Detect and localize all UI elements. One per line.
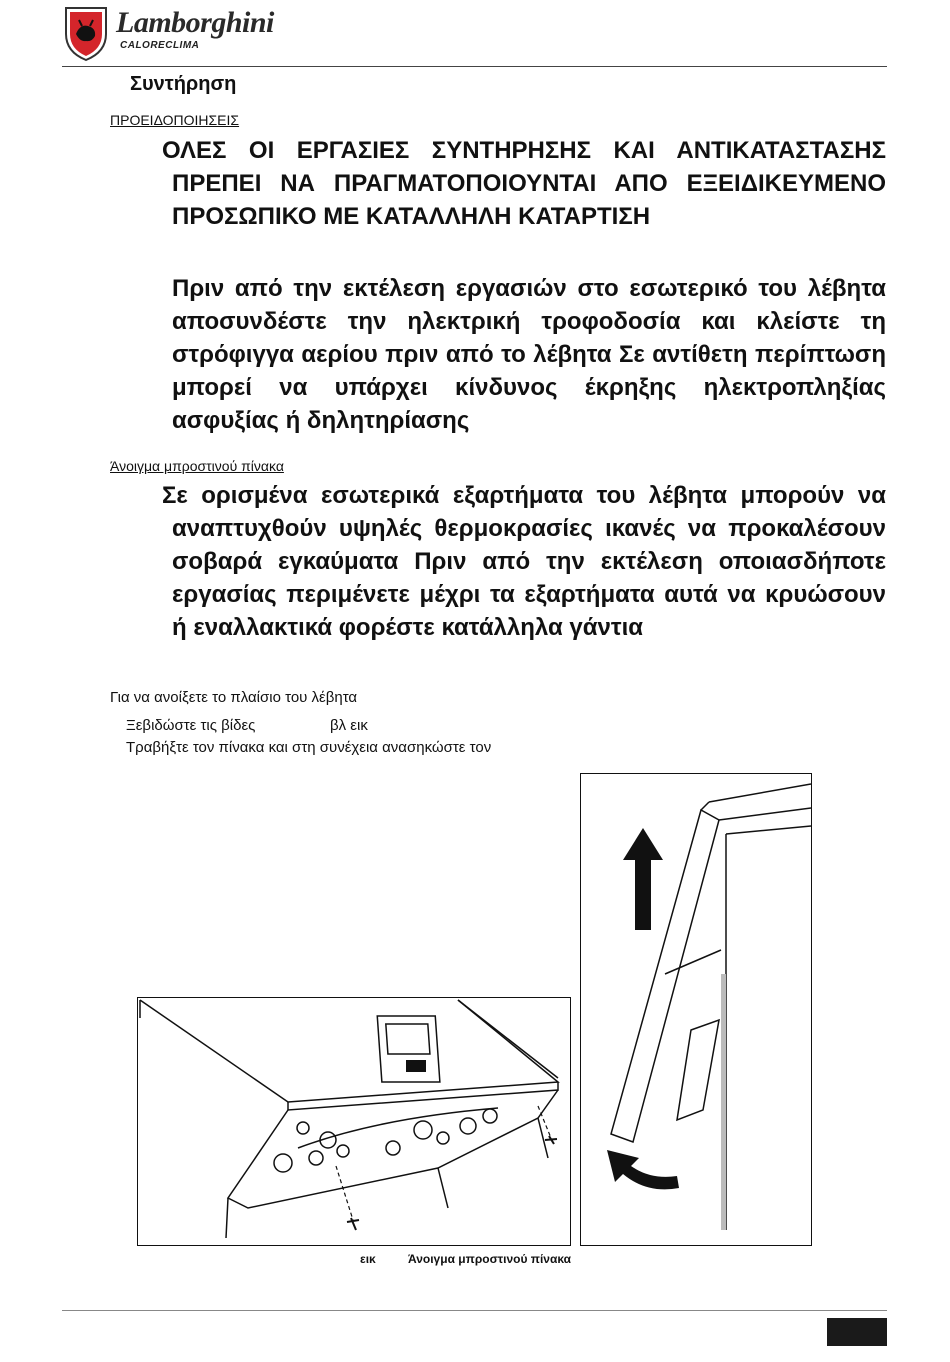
hot-parts-warning <box>162 479 886 644</box>
hot-parts-body: Σε ορισμένα εσωτερικά εξαρτήματα του λέβητα μπορούν να αναπτυχθούν υψηλές θερμοκρασίες ικανές να προκαλέσουν σοβαρά εγκαύματα Πριν από την εκτέλεση οποιασδήποτε εργασίας περιμένετε μέχρι τα εξαρτήματα αυτά να κρυώσουν ή εναλλακτικά φορέστε κατάλληλα γάντια <box>162 482 886 641</box>
panel-lift-drawing <box>581 774 811 1245</box>
warning-caps-body: ΟΛΕΣ ΟΙ ΕΡΓΑΣΙΕΣ ΣΥΝΤΗΡΗΣΗΣ ΚΑΙ ΑΝΤΙΚΑΤΑΣΤΑΣΗΣ ΠΡΕΠΕΙ ΝΑ ΠΡΑΓΜΑΤΟΠΟΙΟΥΝΤΑΙ ΑΠΟ ΕΞΕΙΔΙΚΕΥΜΕΝΟ ΠΡΟΣΩΠΙΚΟ ΜΕ ΚΑΤΑΛΛΗΛΗ ΚΑΤΑΡΤΙΣΗ <box>162 137 886 230</box>
front-panel-heading: Άνοιγμα μπροστινού πίνακα <box>110 458 284 474</box>
arrow-up-icon <box>623 828 663 930</box>
bull-shield-icon <box>62 4 110 62</box>
open-instructions-intro: Για να ανοίξετε το πλαίσιο του λέβητα <box>110 689 358 706</box>
step-unscrew-ref: βλ εικ <box>330 717 368 734</box>
step-unscrew: Ξεβιδώστε τις βίδες <box>126 717 256 734</box>
warning-caps-text <box>162 134 886 233</box>
figure-caption-number: εικ <box>360 1252 376 1266</box>
boiler-screws-figure <box>137 997 571 1246</box>
screw-icon <box>347 1136 557 1230</box>
boiler-bottom-drawing <box>138 998 570 1245</box>
brand-subtitle: CALORECLIMA <box>120 40 200 51</box>
warnings-heading: ΠΡΟΕΙΔΟΠΟΙΗΣΕΙΣ <box>110 112 240 128</box>
section-title: Συντήρηση <box>130 73 237 95</box>
step-pull-lift: Τραβήξτε τον πίνακα και στη συνέχεια ανασηκώστε τον <box>126 739 492 756</box>
page-number-box <box>827 1318 887 1346</box>
figure-caption-text: Άνοιγμα μπροστινού πίνακα <box>408 1252 572 1266</box>
panel-lift-figure <box>580 773 812 1246</box>
arrow-rotate-icon <box>607 1150 679 1189</box>
warning-paragraph: Πριν από την εκτέλεση εργασιών στο εσωτερικό του λέβητα αποσυνδέστε την ηλεκτρική τροφοδοσία και κλείστε τη στρόφιγγα αερίου πριν από το λέβητα Σε αντίθετη περίπτωση μπορεί να υπάρχει κίνδυνος έκρηξης ηλεκτροπληξίας ασφυξίας ή δηλητηρίασης <box>172 275 886 434</box>
brand-name: Lamborghini <box>116 6 274 39</box>
header-divider <box>62 66 887 67</box>
footer-divider <box>62 1310 887 1311</box>
